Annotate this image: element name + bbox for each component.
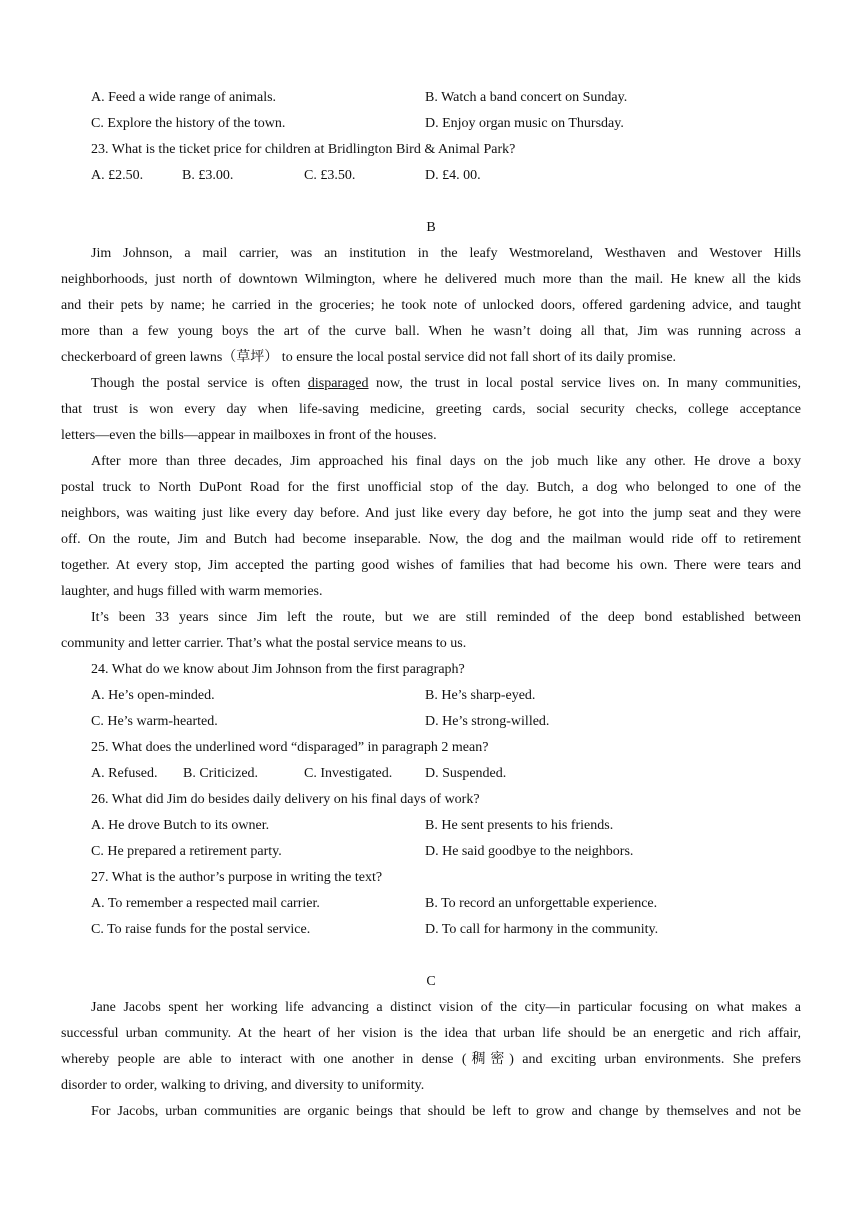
- q24-options-row-1: [61, 683, 801, 709]
- text-line: together. At every stop, Jim accepted the parting good wishes of families that had become his own. There were tears and: [61, 558, 801, 573]
- q23-option-d[interactable]: D. £4. 00.: [425, 168, 481, 183]
- section-b-heading: B: [426, 220, 436, 235]
- q25-option-d[interactable]: D. Suspended.: [425, 766, 507, 781]
- q26-option-d[interactable]: D. He said goodbye to the neighbors.: [425, 844, 634, 859]
- text-line: Jane Jacobs spent her working life advancing a distinct vision of the city—in particular focusing on what makes a: [91, 1000, 801, 1015]
- section-b-paragraph-1: [61, 241, 801, 371]
- text-line: After more than three decades, Jim approached his final days on the job much like any other. He drove a boxy: [91, 454, 801, 469]
- q26-option-c[interactable]: C. He prepared a retirement party.: [91, 844, 282, 859]
- text-line: successful urban community. At the heart of her vision is the idea that urban life should be an energetic and rich affair,: [61, 1026, 801, 1041]
- q26-options-row-2: [61, 839, 801, 865]
- q27-option-d[interactable]: D. To call for harmony in the community.: [425, 922, 659, 937]
- q27-question: 27. What is the author’s purpose in writing the text?: [91, 870, 383, 885]
- q27-option-b[interactable]: B. To record an unforgettable experience.: [425, 896, 658, 911]
- q22-option-d[interactable]: D. Enjoy organ music on Thursday.: [425, 116, 624, 131]
- text-line: off. On the route, Jim and Butch had become inseparable. Now, the dog and the mailman would ride off to retirement: [61, 532, 801, 547]
- q24-option-a[interactable]: A. He’s open-minded.: [91, 688, 215, 703]
- exam-page: [61, 85, 801, 1125]
- text-line: whereby people are able to interact with one another in dense (稠密) and exciting urban environments. She prefers: [61, 1052, 801, 1067]
- text-line: It’s been 33 years since Jim left the route, but we are still reminded of the deep bond established between: [91, 610, 801, 625]
- q24-question: 24. What do we know about Jim Johnson from the first paragraph?: [91, 662, 465, 677]
- section-c-paragraph-1: [61, 995, 801, 1099]
- q24-option-d[interactable]: D. He’s strong-willed.: [425, 714, 550, 729]
- q26-option-a[interactable]: A. He drove Butch to its owner.: [91, 818, 270, 833]
- q23-option-c[interactable]: C. £3.50.: [304, 168, 356, 183]
- q27-option-c[interactable]: C. To raise funds for the postal service.: [91, 922, 311, 937]
- q23-option-a[interactable]: A. £2.50.: [91, 168, 144, 183]
- q25-question: 25. What does the underlined word “disparaged” in paragraph 2 mean?: [91, 740, 489, 755]
- q22-options-row-1: [61, 85, 801, 111]
- q23-question: 23. What is the ticket price for children at Bridlington Bird & Animal Park?: [91, 142, 516, 157]
- q26-options-row-1: [61, 813, 801, 839]
- q22-option-c[interactable]: C. Explore the history of the town.: [91, 116, 286, 131]
- text-line: that trust is won every day when life-saving medicine, greeting cards, social security checks, college acceptance: [61, 402, 801, 417]
- q26-question: 26. What did Jim do besides daily delivery on his final days of work?: [91, 792, 480, 807]
- q24-option-b[interactable]: B. He’s sharp-eyed.: [425, 688, 536, 703]
- q25-option-c[interactable]: C. Investigated.: [304, 766, 393, 781]
- q24-option-c[interactable]: C. He’s warm-hearted.: [91, 714, 218, 729]
- text-line: checkerboard of green lawns（草坪） to ensure the local postal service did not fall short of its daily promise.: [61, 350, 677, 365]
- text-line: neighborhoods, just north of downtown Wilmington, where he delivered much more than the mail. He knew all the kids: [61, 272, 801, 287]
- section-b-paragraph-4: [61, 605, 801, 657]
- text-line: more than a few young boys the art of the curve ball. When he wasn’t doing all that, Jim was running across a: [61, 324, 801, 339]
- section-b-paragraph-3: [61, 449, 801, 605]
- text-line: neighbors, was waiting just like every day before. And just like every day before, he got into the jump seat and they were: [61, 506, 801, 521]
- section-c-heading: C: [426, 974, 436, 989]
- q25-options: [61, 761, 801, 787]
- q23-option-b[interactable]: B. £3.00.: [182, 168, 234, 183]
- q22-option-a[interactable]: A. Feed a wide range of animals.: [91, 90, 277, 105]
- text-line: disorder to order, walking to driving, and diversity to uniformity.: [61, 1078, 425, 1093]
- q27-options-row-2: [61, 917, 801, 943]
- text-span: now, the trust in local postal service lives on. In many communities,: [368, 376, 801, 391]
- text-span: Though the postal service is often: [91, 376, 308, 391]
- q24-options-row-2: [61, 709, 801, 735]
- section-b-paragraph-2: [61, 371, 801, 449]
- text-line: Jim Johnson, a mail carrier, was an institution in the leafy Westmoreland, Westhaven and Westover Hills: [91, 246, 801, 261]
- q25-option-b[interactable]: B. Criticized.: [183, 766, 259, 781]
- text-line: postal truck to North DuPont Road for the first unofficial stop of the day. Butch, a dog who belonged to one of the: [61, 480, 801, 495]
- q22-option-b[interactable]: B. Watch a band concert on Sunday.: [425, 90, 628, 105]
- text-line: community and letter carrier. That’s what the postal service means to us.: [61, 636, 467, 651]
- text-line: laughter, and hugs filled with warm memories.: [61, 584, 323, 599]
- section-c-paragraph-2: [61, 1099, 801, 1125]
- text-line: For Jacobs, urban communities are organic beings that should be left to grow and change by themselves and not be: [91, 1104, 801, 1119]
- q26-option-b[interactable]: B. He sent presents to his friends.: [425, 818, 614, 833]
- q25-option-a[interactable]: A. Refused.: [91, 766, 158, 781]
- q27-option-a[interactable]: A. To remember a respected mail carrier.: [91, 896, 320, 911]
- text-line: letters—even the bills—appear in mailboxes in front of the houses.: [61, 428, 437, 443]
- q27-options-row-1: [61, 891, 801, 917]
- underlined-word: disparaged: [307, 376, 369, 391]
- q22-options-row-2: [61, 111, 801, 137]
- text-line: and their pets by name; he carried in the groceries; he took note of unlocked doors, offered gardening advice, and taught: [61, 298, 801, 313]
- q23-options: [61, 163, 801, 189]
- text-line: [61, 371, 801, 397]
